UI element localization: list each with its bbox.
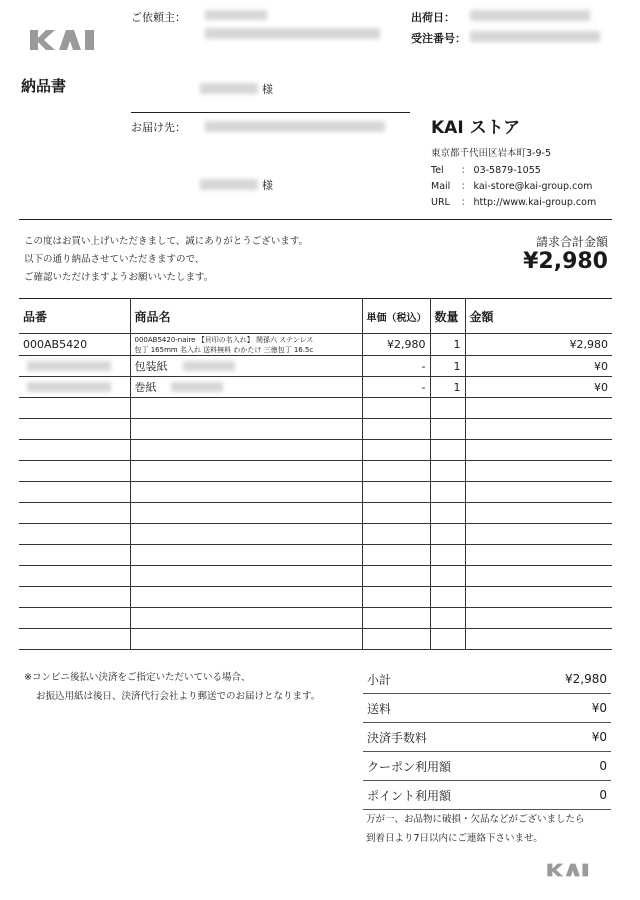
- summary-label: 小計: [367, 672, 392, 687]
- empty-cell: [362, 461, 430, 482]
- message-line: ご確認いただけますようお願いいたします。: [24, 272, 214, 283]
- empty-table-row: [19, 545, 612, 566]
- footer-line: 万が一、お品物に破損・欠品などがございましたら: [366, 814, 585, 825]
- cell-qty: 1: [430, 334, 465, 356]
- empty-table-row: [19, 419, 612, 440]
- empty-cell: [130, 419, 362, 440]
- store-url: ： http://www.kai-group.com: [461, 197, 597, 208]
- empty-cell: [430, 608, 465, 629]
- empty-cell: [130, 587, 362, 608]
- redacted-requester-name: [205, 10, 267, 20]
- summary-label: 決済手数料: [367, 730, 428, 745]
- cell-code: 000AB5420: [19, 334, 130, 356]
- redacted-name-detail: [183, 361, 235, 371]
- empty-cell: [19, 608, 130, 629]
- ship-date-label: 出荷日：: [411, 11, 455, 24]
- redacted-code: [27, 361, 111, 371]
- cell-qty: 1: [430, 356, 465, 377]
- note-line: ※コンビニ後払い決済をご指定いただいている場合、: [24, 672, 251, 683]
- empty-cell: [19, 419, 130, 440]
- empty-cell: [19, 566, 130, 587]
- empty-cell: [430, 629, 465, 650]
- cell-code: [19, 377, 130, 398]
- message-line: この度はお買い上げいただきまして、誠にありがとうございます。: [24, 236, 309, 247]
- empty-cell: [430, 398, 465, 419]
- empty-cell: [430, 503, 465, 524]
- empty-cell: [465, 524, 612, 545]
- empty-cell: [362, 629, 430, 650]
- empty-cell: [430, 461, 465, 482]
- empty-cell: [465, 503, 612, 524]
- store-address: 東京都千代田区岩本町3-9-5: [431, 148, 551, 159]
- store-url-row: [431, 194, 596, 208]
- empty-cell: [130, 503, 362, 524]
- cell-amount: ¥2,980: [465, 334, 612, 356]
- empty-cell: [19, 482, 130, 503]
- cell-price: -: [362, 356, 430, 377]
- col-code: 品番: [19, 299, 130, 334]
- empty-cell: [130, 440, 362, 461]
- empty-table-row: [19, 608, 612, 629]
- cell-price: -: [362, 377, 430, 398]
- kai-logo: [28, 28, 100, 52]
- empty-cell: [465, 461, 612, 482]
- order-no-label: 受注番号：: [411, 32, 466, 45]
- summary-value: ¥0: [591, 730, 607, 744]
- empty-cell: [130, 482, 362, 503]
- col-qty: 数量: [430, 299, 465, 334]
- empty-cell: [465, 587, 612, 608]
- col-amount: 金額: [465, 299, 612, 334]
- store-mail-label: Mail: [431, 181, 451, 192]
- empty-cell: [130, 629, 362, 650]
- empty-cell: [130, 545, 362, 566]
- empty-cell: [362, 587, 430, 608]
- store-mail-row: [431, 178, 592, 192]
- divider: [19, 219, 612, 220]
- redacted-order-no: [470, 31, 600, 42]
- empty-cell: [19, 545, 130, 566]
- summary-value: 0: [599, 788, 607, 802]
- empty-cell: [362, 545, 430, 566]
- note-line: お振込用紙は後日、決済代行会社より郵送でのお届けとなります。: [36, 691, 321, 702]
- table-row: [19, 356, 612, 377]
- empty-cell: [362, 524, 430, 545]
- empty-cell: [362, 503, 430, 524]
- empty-cell: [430, 419, 465, 440]
- cell-name-line: 000AB5420-naire 【貝印の名入れ】 関孫六 ステンレス: [134, 335, 314, 344]
- store-mail: ： kai-store@kai-group.com: [461, 181, 593, 192]
- store-url-label: URL: [431, 197, 450, 208]
- empty-cell: [19, 440, 130, 461]
- empty-cell: [465, 545, 612, 566]
- empty-table-row: [19, 524, 612, 545]
- divider: [131, 112, 410, 113]
- cell-name-text: 包装紙: [134, 360, 168, 373]
- empty-cell: [430, 440, 465, 461]
- empty-cell: [362, 608, 430, 629]
- cell-qty: 1: [430, 377, 465, 398]
- empty-cell: [465, 440, 612, 461]
- message-line: 以下の通り納品させていただきますので、: [24, 254, 205, 265]
- table-header-row: [19, 299, 612, 334]
- honorific: 様: [262, 179, 273, 192]
- redacted-ship-date: [470, 10, 590, 21]
- empty-cell: [430, 566, 465, 587]
- summary-row: [363, 752, 611, 781]
- empty-cell: [19, 461, 130, 482]
- cell-code: [19, 356, 130, 377]
- store-name: KAI ストア: [431, 118, 521, 138]
- empty-table-row: [19, 587, 612, 608]
- store-tel-row: [431, 162, 541, 176]
- empty-table-row: [19, 482, 612, 503]
- empty-cell: [430, 482, 465, 503]
- cell-name-line: 包丁 165mm 名入れ 送料無料 わかたけ 三徳包丁 16.5c: [134, 345, 314, 354]
- empty-table-row: [19, 461, 612, 482]
- summary-label: クーポン利用額: [367, 759, 452, 774]
- footer-note: [366, 810, 585, 848]
- empty-cell: [430, 545, 465, 566]
- total-amount: ¥2,980: [523, 249, 608, 274]
- store-tel: ： 03-5879-1055: [461, 165, 541, 176]
- redacted-recipient-name: [200, 179, 258, 190]
- summary-label: ポイント利用額: [367, 788, 452, 803]
- empty-cell: [362, 566, 430, 587]
- store-tel-label: Tel: [431, 165, 444, 176]
- empty-table-row: [19, 440, 612, 461]
- summary-row: [363, 723, 611, 752]
- requester-label: ご依頼主：: [131, 11, 186, 24]
- summary-row: [363, 781, 611, 810]
- deliver-to-label: お届け先：: [131, 121, 186, 134]
- empty-cell: [362, 482, 430, 503]
- summary-value: ¥0: [591, 701, 607, 715]
- empty-cell: [465, 629, 612, 650]
- empty-cell: [19, 629, 130, 650]
- items-table: [19, 298, 612, 650]
- cell-name-text: 巻紙: [134, 381, 157, 394]
- col-price: 単価（税込）: [362, 299, 430, 334]
- empty-cell: [19, 524, 130, 545]
- empty-cell: [465, 419, 612, 440]
- empty-cell: [465, 608, 612, 629]
- empty-cell: [130, 566, 362, 587]
- kai-logo: [546, 862, 592, 878]
- empty-cell: [465, 398, 612, 419]
- empty-cell: [130, 524, 362, 545]
- honorific: 様: [262, 83, 273, 96]
- footer-line: 到着日より7日以内にご連絡下さいませ。: [366, 833, 543, 844]
- redacted-name-detail: [171, 382, 223, 392]
- empty-table-row: [19, 566, 612, 587]
- redacted-customer-name: [200, 83, 258, 94]
- empty-cell: [362, 440, 430, 461]
- cell-name: [130, 356, 362, 377]
- total-label: 請求合計金額: [535, 235, 608, 249]
- empty-cell: [19, 503, 130, 524]
- empty-cell: [130, 608, 362, 629]
- empty-rows: [19, 398, 612, 650]
- empty-table-row: [19, 398, 612, 419]
- summary-value: 0: [599, 759, 607, 773]
- redacted-requester-address: [205, 28, 380, 39]
- cell-amount: ¥0: [465, 356, 612, 377]
- summary-row: [363, 665, 611, 694]
- empty-cell: [19, 398, 130, 419]
- empty-cell: [362, 398, 430, 419]
- empty-cell: [465, 482, 612, 503]
- empty-cell: [430, 587, 465, 608]
- summary-row: [363, 694, 611, 723]
- empty-cell: [130, 461, 362, 482]
- col-name: 商品名: [130, 299, 362, 334]
- cell-name: [130, 377, 362, 398]
- empty-table-row: [19, 629, 612, 650]
- redacted-code: [27, 382, 111, 392]
- thanks-message: [24, 233, 308, 287]
- table-row: [19, 334, 612, 356]
- empty-cell: [362, 419, 430, 440]
- empty-table-row: [19, 503, 612, 524]
- empty-cell: [19, 587, 130, 608]
- summary-label: 送料: [367, 701, 392, 716]
- empty-cell: [130, 398, 362, 419]
- cell-price: ¥2,980: [362, 334, 430, 356]
- redacted-delivery-address: [205, 121, 385, 132]
- table-row: [19, 377, 612, 398]
- empty-cell: [465, 566, 612, 587]
- payment-note: [24, 668, 320, 706]
- cell-amount: ¥0: [465, 377, 612, 398]
- empty-cell: [430, 524, 465, 545]
- cell-name: [130, 334, 362, 356]
- summary-value: ¥2,980: [565, 672, 607, 686]
- document-title: 納品書: [21, 77, 67, 95]
